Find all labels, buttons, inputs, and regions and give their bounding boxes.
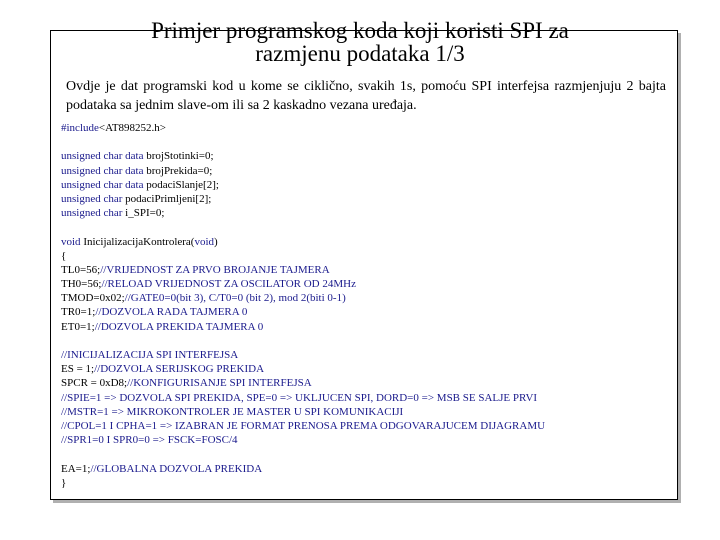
code-line — [61, 263, 671, 277]
code-line — [61, 419, 671, 433]
code-comment: //GATE0=0(bit 3), C/T0=0 (bit 2), mod 2(biti 0-1) — [124, 292, 346, 305]
code-line — [61, 405, 671, 419]
code-line — [61, 462, 671, 476]
blank-line — [61, 334, 671, 348]
declaration-rest: i_SPI=0; — [122, 207, 165, 220]
code-listing — [61, 121, 671, 490]
code-line-include — [61, 121, 671, 135]
code-statement: SPCR = 0xD8; — [61, 377, 128, 390]
slide-title-line-2: razmjenu podataka 1/3 — [255, 41, 465, 66]
code-line — [61, 291, 671, 305]
blank-line — [61, 447, 671, 461]
final-block — [61, 462, 671, 476]
code-line — [61, 320, 671, 334]
declaration-type: unsigned char — [61, 207, 123, 220]
func-return-type: void — [61, 235, 81, 248]
func-close-paren: ) — [214, 235, 218, 248]
code-line — [61, 376, 671, 390]
code-statement: ET0=1; — [61, 320, 95, 333]
code-line — [61, 277, 671, 291]
code-line-declaration — [61, 149, 671, 163]
code-comment: //RELOAD VRIJEDNOST ZA OSCILATOR OD 24MHz — [101, 278, 356, 291]
code-comment: //GLOBALNA DOZVOLA PREKIDA — [90, 462, 263, 475]
code-comment: //DOZVOLA SERIJSKOG PREKIDA — [94, 363, 265, 376]
code-line-declaration — [61, 164, 671, 178]
code-comment: //VRIJEDNOST ZA PRVO BROJANJE TAJMERA — [100, 263, 330, 276]
code-line — [61, 348, 671, 362]
code-comment: //INICIJALIZACIJA SPI INTERFEJSA — [61, 349, 239, 361]
code-comment: //KONFIGURISANJE SPI INTERFEJSA — [127, 377, 312, 390]
blank-line — [61, 220, 671, 234]
intro-paragraph: Ovdje je dat programski kod u kome se ciklično, svakih 1s, pomoću SPI interfejsa razmjenjuju 2 bajta podataka sa jednim slave-om ili sa 2 kaskadno vezana uređaja. — [66, 79, 666, 113]
func-param: void — [194, 235, 215, 248]
code-statement: ES = 1; — [61, 363, 95, 376]
include-directive: #include — [61, 122, 99, 134]
declaration-rest: brojStotinki=0; — [143, 150, 214, 163]
declarations-block — [61, 149, 671, 220]
declaration-rest: podaciSlanje[2]; — [143, 178, 219, 191]
code-comment: //MSTR=1 => MIKROKONTROLER JE MASTER U SPI KOMUNIKACIJI — [61, 405, 404, 418]
code-comment: //DOZVOLA RADA TAJMERA 0 — [95, 306, 248, 319]
code-line-declaration — [61, 178, 671, 192]
timer-block — [61, 263, 671, 334]
include-file: <AT898252.h> — [98, 122, 166, 134]
code-comment: //SPR1=0 I SPR0=0 => FSCK=FOSC/4 — [61, 434, 238, 447]
blank-line — [61, 135, 671, 149]
declaration-type: unsigned char data — [61, 150, 144, 163]
declaration-rest: podaciPrimljeni[2]; — [122, 192, 212, 205]
code-statement: EA=1; — [61, 462, 91, 475]
slide-title — [0, 19, 720, 65]
code-line-open-brace: { — [61, 249, 67, 262]
func-name: InicijalizacijaKontrolera( — [80, 235, 195, 248]
declaration-type: unsigned char data — [61, 164, 144, 177]
spi-block — [61, 348, 671, 447]
code-line — [61, 433, 671, 447]
code-line-func-signature — [61, 235, 671, 249]
slide-title-line-1: Primjer programskog koda koji koristi SPI za — [151, 18, 569, 43]
code-line-close-brace: } — [61, 476, 67, 489]
code-comment: //DOZVOLA PREKIDA TAJMERA 0 — [94, 320, 264, 333]
declaration-type: unsigned char — [61, 192, 123, 205]
code-line — [61, 362, 671, 376]
code-comment: //CPOL=1 I CPHA=1 => IZABRAN JE FORMAT PRENOSA PREMA ODGOVARAJUCEM DIJAGRAMU — [61, 419, 546, 432]
code-line-declaration — [61, 192, 671, 206]
code-line — [61, 305, 671, 319]
declaration-rest: brojPrekida=0; — [143, 164, 213, 177]
code-statement: TR0=1; — [61, 306, 96, 319]
code-statement: TL0=56; — [61, 263, 101, 276]
code-line — [61, 391, 671, 405]
code-statement: TMOD=0x02; — [61, 292, 125, 305]
code-line-declaration — [61, 206, 671, 220]
code-comment: //SPIE=1 => DOZVOLA SPI PREKIDA, SPE=0 => UKLJUCEN SPI, DORD=0 => MSB SE SALJE PRVI — [61, 391, 538, 404]
declaration-type: unsigned char data — [61, 178, 144, 191]
code-statement: TH0=56; — [61, 278, 102, 291]
